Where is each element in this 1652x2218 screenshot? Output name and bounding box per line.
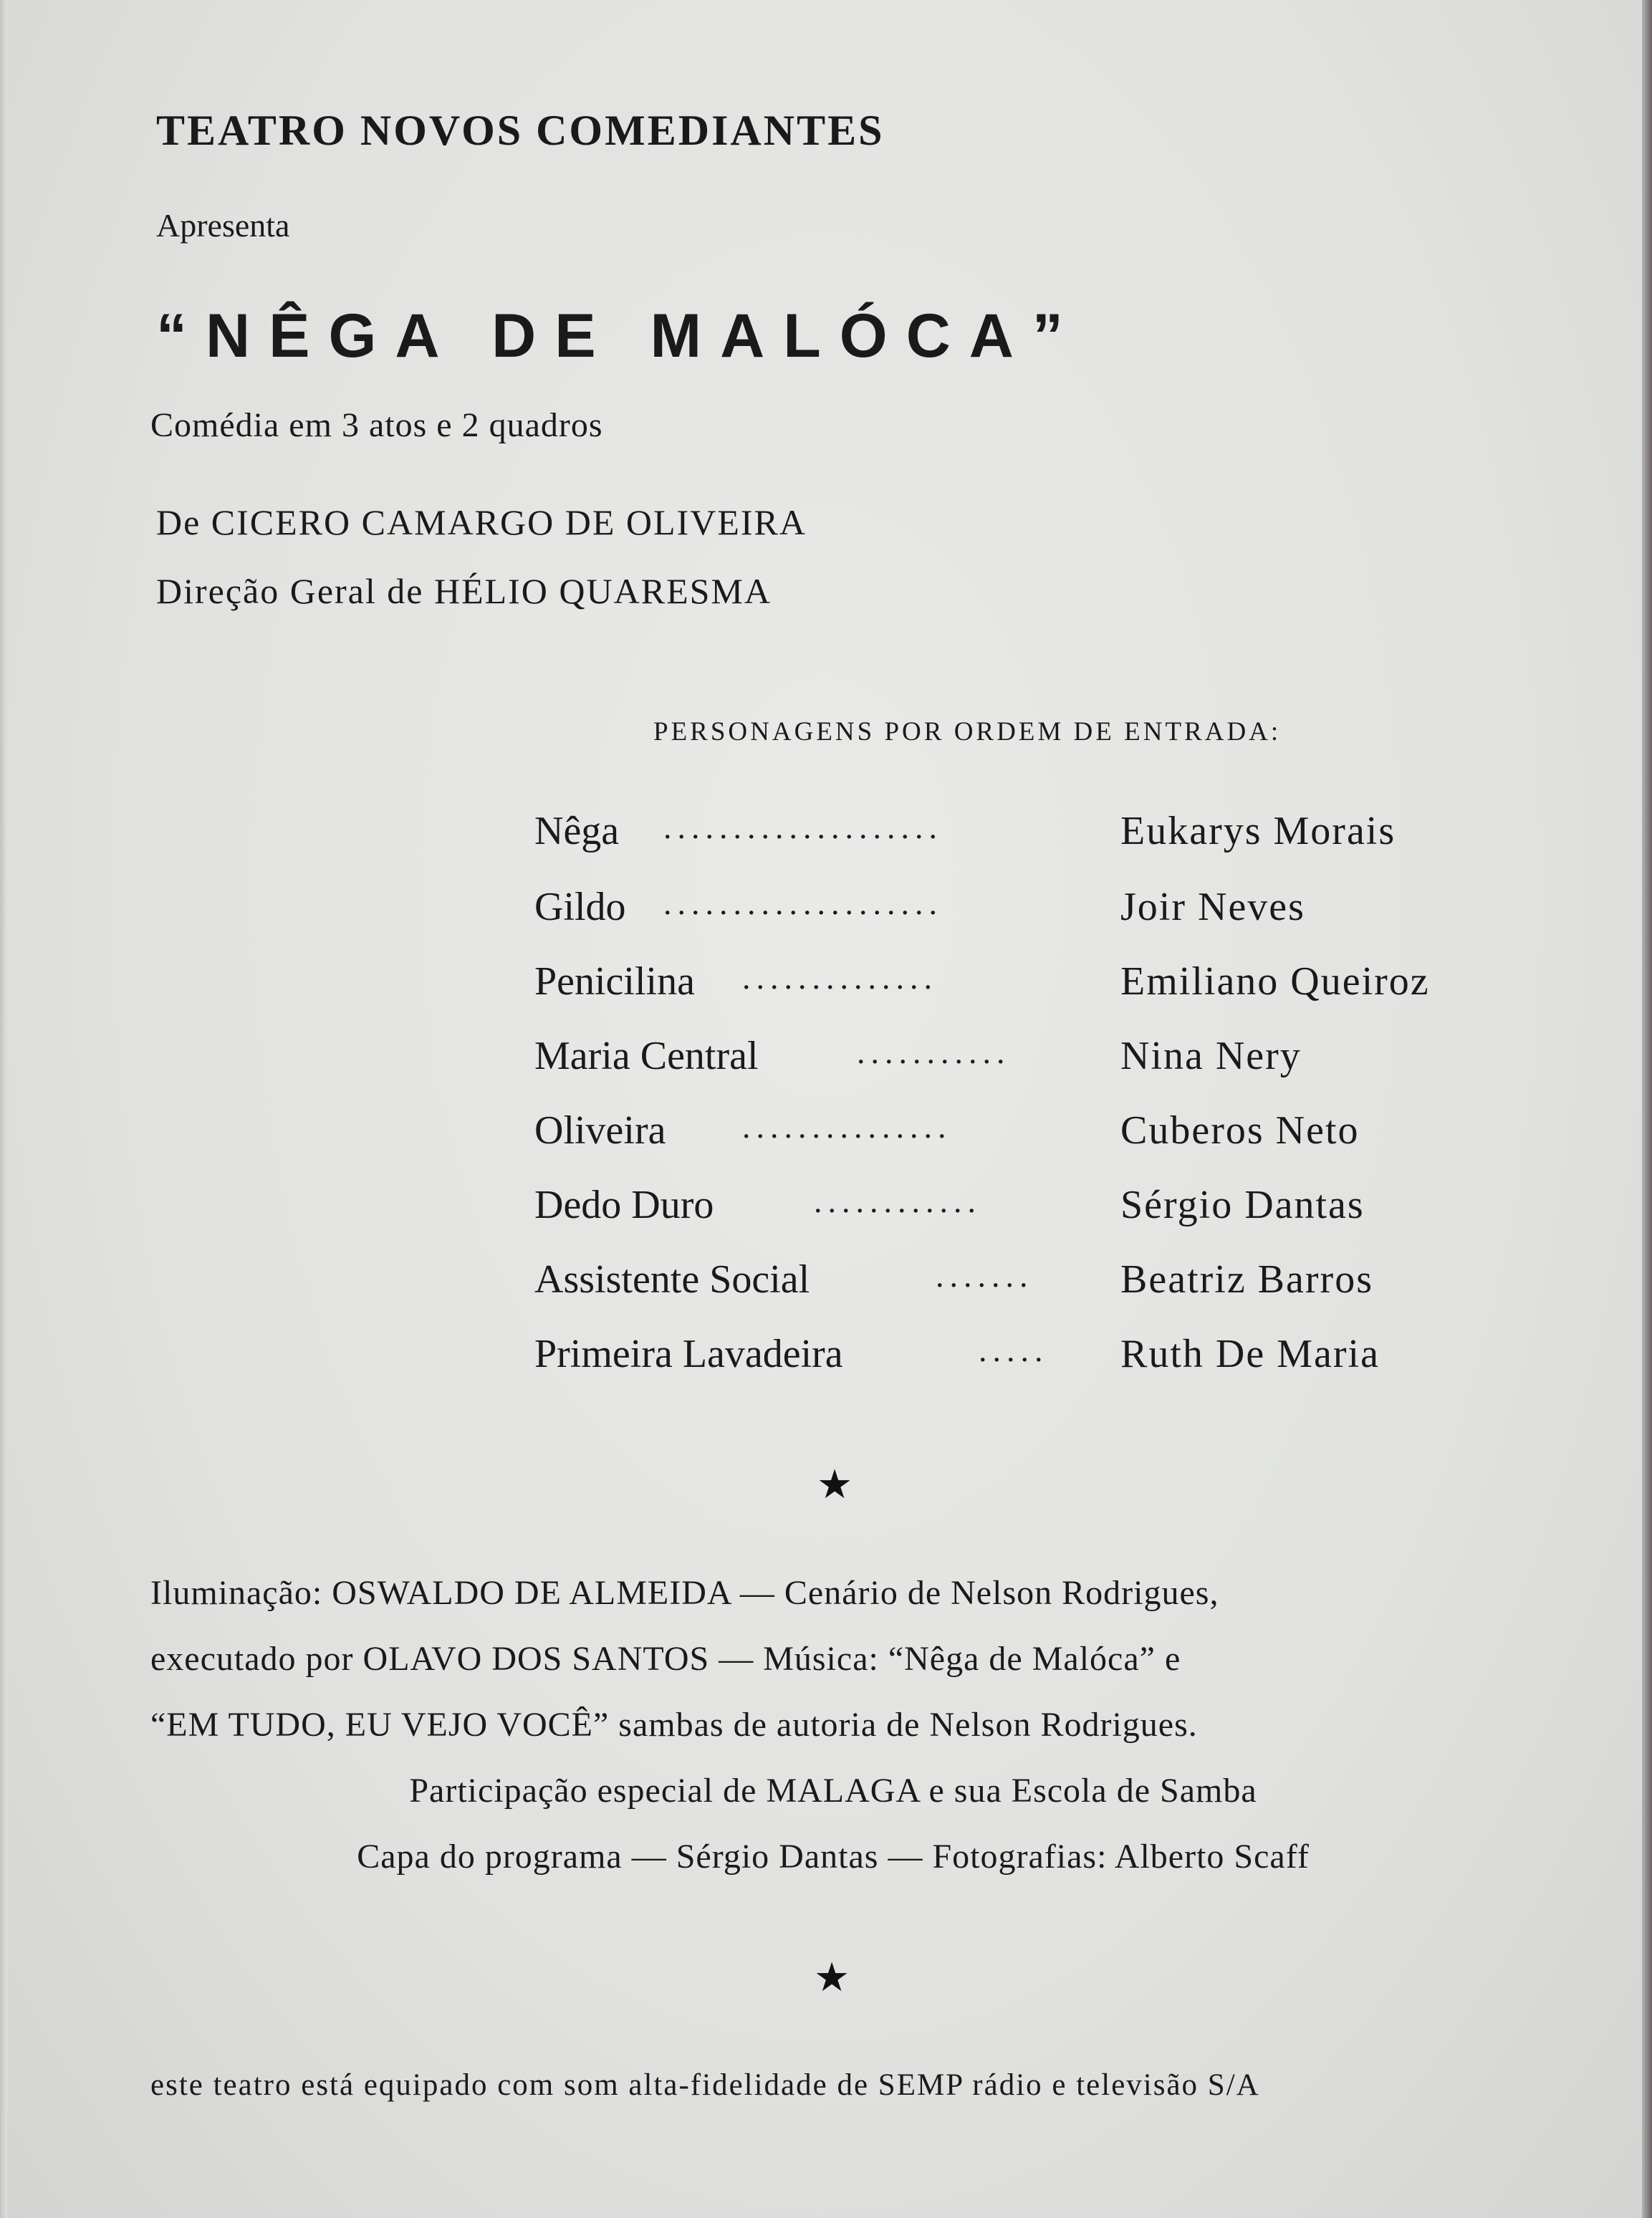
play-title: “NÊGA DE MALÓCA” [156, 302, 1082, 370]
page-left-edge [0, 0, 7, 2218]
cast-row [534, 1108, 1487, 1165]
cast-role: Oliveira [534, 1108, 666, 1153]
cast-leader-dots: .................... [663, 809, 943, 845]
cast-actor: Eukarys Morais [1120, 809, 1396, 853]
cast-leader-dots: ............... [742, 1108, 952, 1145]
cast-leader-dots: ............ [814, 1183, 981, 1219]
cast-leader-dots: .................... [663, 885, 943, 921]
credit-line-5: Capa do programa — Sérgio Dantas — Fotografias: Alberto Scaff [357, 1838, 1310, 1876]
cast-role: Maria Central [534, 1034, 759, 1078]
cast-role: Nêga [534, 809, 620, 853]
cast-leader-dots: ..... [979, 1332, 1049, 1368]
cast-leader-dots: ....... [936, 1257, 1034, 1294]
credit-line-1-text: Iluminação: OSWALDO DE ALMEIDA — Cenário de Nelson Rodrigues, [150, 1574, 1219, 1612]
footer-note: este teatro está equipado com som alta-fidelidade de SEMP rádio e televisão S/A [150, 2068, 1260, 2102]
cast-actor: Ruth De Maria [1120, 1332, 1380, 1376]
credit-line-3: “EM TUDO, EU VEJO VOCÊ” sambas de autoria de Nelson Rodrigues. [150, 1706, 1198, 1744]
cast-actor: Nina Nery [1120, 1034, 1302, 1078]
cast-actor: Joir Neves [1120, 885, 1305, 929]
cast-row [534, 959, 1487, 1016]
cast-actor: Emiliano Queiroz [1120, 959, 1430, 1004]
star-divider: ★ [817, 1463, 853, 1507]
cast-row [534, 1331, 1487, 1388]
cast-actor: Sérgio Dantas [1120, 1183, 1365, 1227]
cast-row [534, 1033, 1487, 1090]
cast-role: Dedo Duro [534, 1183, 714, 1227]
author-line: De CICERO CAMARGO DE OLIVEIRA [156, 502, 807, 542]
cast-row [534, 808, 1487, 865]
cast-role: Assistente Social [534, 1257, 810, 1302]
cast-actor: Beatriz Barros [1120, 1257, 1373, 1302]
play-subtitle: Comédia em 3 atos e 2 quadros [150, 406, 603, 444]
star-divider-2: ★ [814, 1956, 850, 2000]
cast-row [534, 1182, 1487, 1239]
intro-text: Apresenta [156, 207, 290, 244]
credit-line-4: Participação especial de MALAGA e sua Escola de Samba [409, 1772, 1257, 1810]
director-line: Direção Geral de HÉLIO QUARESMA [156, 571, 772, 611]
cast-leader-dots: .............. [742, 959, 938, 996]
cast-row [534, 884, 1487, 941]
credit-line-1 [150, 1573, 1516, 1613]
company-name: TEATRO NOVOS COMEDIANTES [156, 107, 885, 154]
cast-role: Penicilina [534, 959, 695, 1004]
cast-heading: PERSONAGENS POR ORDEM DE ENTRADA: [653, 717, 1282, 746]
cast-role: Primeira Lavadeira [534, 1332, 843, 1376]
cast-leader-dots: ........... [857, 1034, 1011, 1070]
cast-actor: Cuberos Neto [1120, 1108, 1360, 1153]
cast-role: Gildo [534, 885, 626, 929]
cast-row [534, 1257, 1487, 1314]
page-right-edge [1642, 0, 1652, 2218]
credit-line-2: executado por OLAVO DOS SANTOS — Música: “Nêga de Malóca” e [150, 1640, 1181, 1678]
